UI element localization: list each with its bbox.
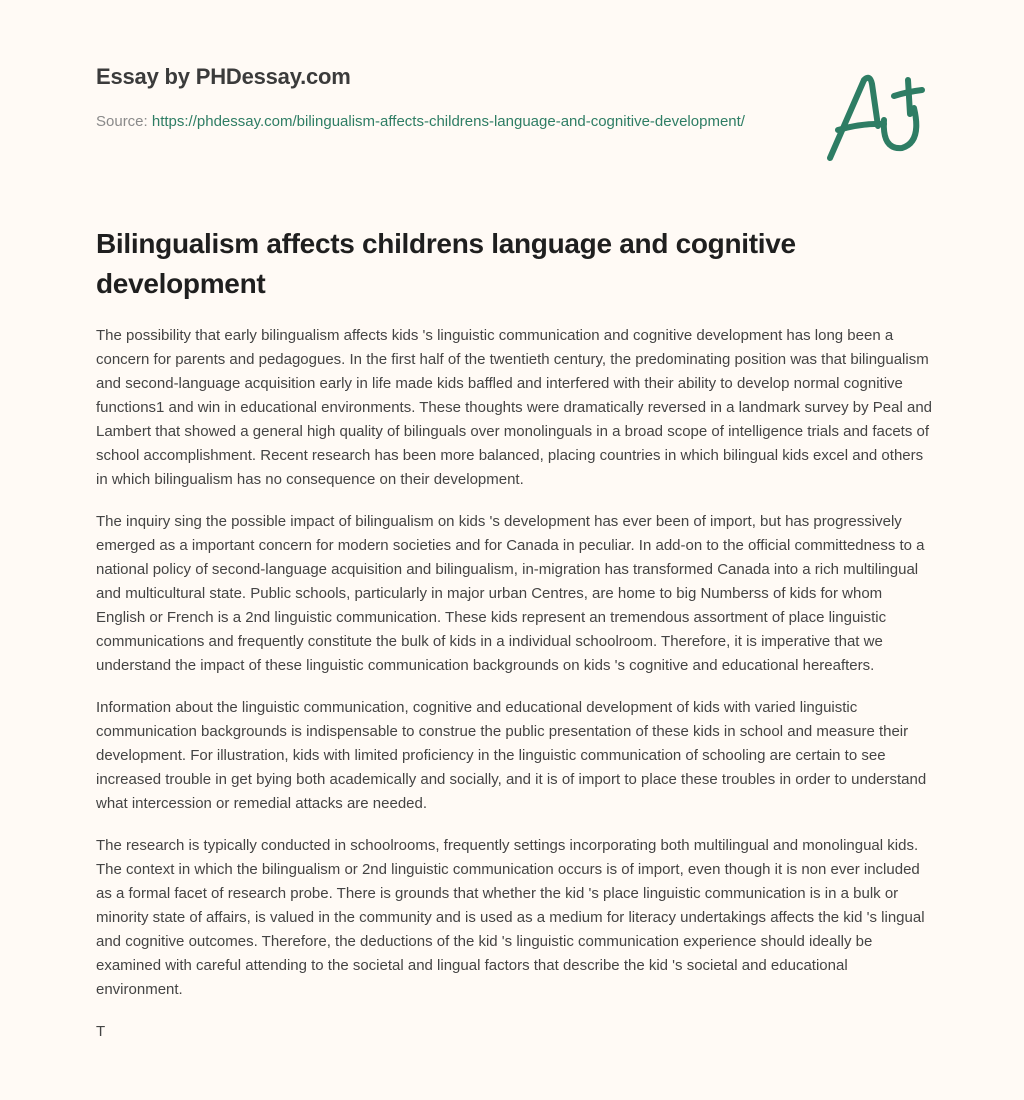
essay-title: Bilingualism affects childrens language and cognitive development [96,228,796,299]
source-line [96,110,776,134]
source-link[interactable]: https://phdessay.com/bilingualism-affects-childrens-language-and-cognitive-development/ [151,113,745,130]
source-label: Source: [96,113,152,130]
a-plus-grade-icon [822,68,932,168]
site-title: Essay by PHDessay.com [96,64,351,89]
essay-paragraph: Information about the linguistic communication, cognitive and educational development of kids with varied linguistic communication backgrounds is indispensable to construe the public presentation of these kids in school and measure their development. For illustration, kids with limited proficiency in the linguistic communication of schooling are certain to see increased trouble in get bying both academically and socially, and it is of import to place these troubles in order to understand what intercession or remedial attacks are needed. [96,699,927,812]
page-header [96,62,776,134]
essay-paragraph: T [96,1023,106,1040]
essay-paragraph: The inquiry sing the possible impact of bilingualism on kids 's development has ever been of import, but has progressively emerged as a important concern for modern societies and for Canada in peculiar. In add-on to the official committedness to a national policy of second-language acquisition and bilingualism, in-migration has transformed Canada into a rich multilingual and multicultural state. Public schools, particularly in major urban Centres, are home to big Numberss of kids for whom English or French is a 2nd linguistic communication. These kids represent an tremendous assortment of place linguistic communications and frequently constitute the bulk of kids in a individual schoolroom. Therefore, it is imperative that we understand the impact of these linguistic communication backgrounds on kids 's cognitive and educational hereafters. [96,513,925,674]
essay-paragraph: The research is typically conducted in schoolrooms, frequently settings incorporating both multilingual and monolingual kids. The context in which the bilingualism or 2nd linguistic communication occurs is of import, even though it is non ever included as a formal facet of research probe. There is grounds that whether the kid 's place linguistic communication is in a bulk or minority state of affairs, is valued in the community and is used as a medium for literacy undertakings affects the kid 's lingual and cognitive outcomes. Therefore, the deductions of the kid 's linguistic communication experience should ideally be examined with careful attending to the societal and lingual factors that describe the kid 's societal and educational environment. [96,837,925,998]
essay-body [96,324,932,1062]
essay-paragraph: The possibility that early bilingualism affects kids 's linguistic communication and cognitive development has long been a concern for parents and pedagogues. In the first half of the twentieth century, the predominating position was that bilingualism and second-language acquisition early in life made kids baffled and interfered with their ability to develop normal cognitive functions1 and win in educational environments. These thoughts were dramatically reversed in a landmark survey by Peal and Lambert that showed a general high quality of bilinguals over monolinguals in a broad scope of intelligence trials and facets of school accomplishment. Recent research has been more balanced, placing countries in which bilingual kids excel and others in which bilingualism has no consequence on their development. [96,327,933,488]
